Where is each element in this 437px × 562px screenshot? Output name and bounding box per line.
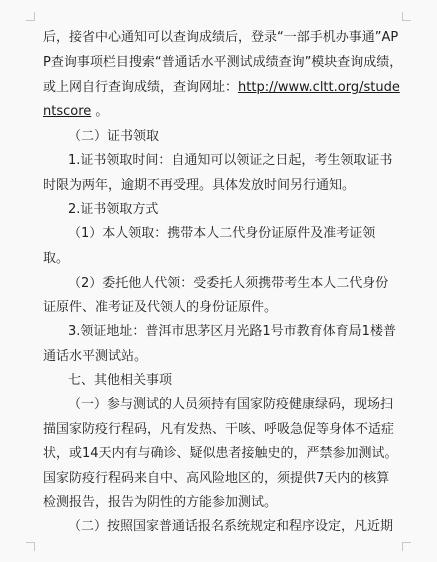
text-line: 描国家防疫行程码，凡有发热、干咳、呼吸急促等身体不适症 bbox=[43, 422, 395, 437]
text-line: 时限为两年，逾期不再受理。具体发放时间另行通知。 bbox=[43, 178, 356, 193]
text-line: 通话水平测试站。 bbox=[43, 349, 148, 364]
text-line: 1.证书领取时间：自通知可以领证之日起，考生领取证书 bbox=[68, 153, 393, 168]
crop-mark-bottom-left bbox=[26, 542, 35, 551]
sub-heading: 2.证书领取方式 bbox=[68, 202, 159, 217]
text-line: P查询事项栏目搜索“普通话水平测试成绩查询”模块查询成绩， bbox=[43, 55, 403, 70]
text-fragment: 。 bbox=[91, 104, 109, 119]
crop-mark-top-right bbox=[402, 12, 411, 21]
query-url-link[interactable]: http://www.cltt.org/stude bbox=[238, 80, 400, 95]
text-line: 国家防疫行程码来自中、高风险地区的，须提供7天内的核算 bbox=[43, 471, 390, 486]
text-line bbox=[43, 80, 403, 96]
crop-mark-bottom-right bbox=[402, 542, 411, 551]
text-line: （2）委托他人代领：受委托人须携带考生本人二代身份 bbox=[68, 276, 389, 291]
text-line bbox=[43, 104, 403, 120]
crop-mark-top-left bbox=[26, 12, 35, 21]
text-line: 后，接省中心通知可以查询成绩后，登录“一部手机办事通”AP bbox=[43, 30, 399, 45]
query-url-link-continued[interactable]: ntscore bbox=[43, 104, 92, 119]
section-heading: 七、其他相关事项 bbox=[68, 373, 173, 388]
text-line: 检测报告，报告为阴性的方能参加测试。 bbox=[43, 495, 278, 510]
text-fragment: 或上网自行查询成绩，查询网址： bbox=[43, 80, 239, 95]
text-line: （一）参与测试的人员须持有国家防疫健康绿码，现场扫 bbox=[68, 397, 394, 412]
section-heading: （二）证书领取 bbox=[68, 129, 160, 144]
text-line: 状，或14天内有与确诊、疑似患者接触史的，严禁参加测试。 bbox=[43, 446, 398, 461]
text-line: （二）按照国家普通话报名系统规定和程序设定，凡近期 bbox=[68, 519, 394, 534]
text-line: 证原件、准考证及代领人的身份证原件。 bbox=[43, 300, 278, 315]
text-line: （1）本人领取：携带本人二代身份证原件及准考证领 bbox=[68, 226, 376, 241]
text-line: 3.领证地址：普洱市思茅区月光路1号市教育体育局1楼普 bbox=[68, 324, 396, 339]
text-line: 取。 bbox=[43, 251, 70, 266]
